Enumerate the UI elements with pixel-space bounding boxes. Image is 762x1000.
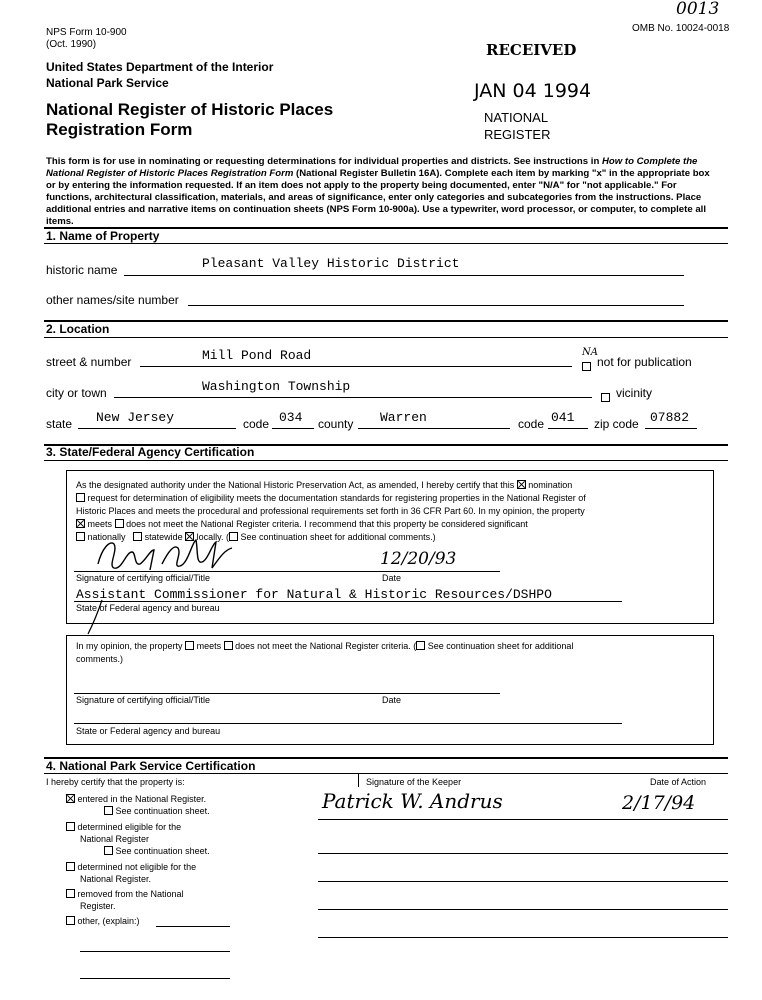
cert-line-1: As the designated authority under the National Historic Preservation Act, as amended, I hereby certify that this nomination bbox=[76, 480, 573, 490]
keeper-line-4 bbox=[318, 909, 728, 910]
section-rule bbox=[44, 320, 728, 322]
keeper-signature: Patrick W. Andrus bbox=[322, 789, 503, 813]
not-eligible-option: determined not eligible for the bbox=[66, 862, 196, 872]
city-field-line bbox=[114, 397, 592, 398]
historic-name-field-line bbox=[124, 275, 684, 276]
zip-field-line bbox=[645, 428, 697, 429]
received-stamp: RECEIVED bbox=[486, 41, 577, 59]
city-label: city or town bbox=[46, 386, 107, 400]
cert-line-4: meets does not meet the National Register criteria. I recommend that this property be considered significant bbox=[76, 519, 528, 529]
eligible-continuation-checkbox[interactable] bbox=[104, 846, 113, 855]
keeper-line-1 bbox=[318, 819, 728, 820]
form-title-line2: Registration Form bbox=[46, 120, 193, 139]
signature-line bbox=[74, 571, 500, 572]
form-title-line1: National Register of Historic Places bbox=[46, 100, 334, 119]
section-rule bbox=[44, 337, 728, 338]
cert-line-2: request for determination of eligibility meets the documentation standards for registering properties in the National Register of bbox=[76, 493, 586, 503]
county-value[interactable]: Warren bbox=[380, 410, 427, 425]
cert-line-5: nationally statewide locally. ( See continuation sheet for additional comments.) bbox=[76, 532, 436, 542]
entered-continuation: See continuation sheet. bbox=[104, 806, 210, 816]
not-for-publication-label: not for publication bbox=[597, 355, 692, 369]
other-explain-line-3[interactable] bbox=[80, 978, 230, 979]
agency2-line bbox=[74, 723, 622, 724]
na-mark: NA bbox=[582, 347, 598, 358]
received-date: JAN 04 1994 bbox=[474, 80, 592, 102]
certify-text: I hereby certify that the property is: bbox=[46, 777, 185, 787]
official-title[interactable]: Assistant Commissioner for Natural & Historic Resources/DSHPO bbox=[76, 587, 552, 602]
state-code-value[interactable]: 034 bbox=[279, 410, 303, 425]
keeper-line-2 bbox=[318, 853, 728, 854]
other-checkbox[interactable] bbox=[66, 916, 75, 925]
removed-option: removed from the National bbox=[66, 889, 184, 899]
cert-date-handwritten: 12/20/93 bbox=[380, 549, 457, 569]
keeper-label: Signature of the Keeper bbox=[366, 777, 462, 787]
signature2-label: Signature of certifying official/Title bbox=[76, 695, 211, 705]
zip-label: zip code bbox=[594, 417, 639, 431]
other-option: other, (explain:) bbox=[66, 916, 140, 926]
county-code-label: code bbox=[518, 417, 545, 431]
entered-option: entered in the National Register. bbox=[66, 794, 206, 804]
zip-value[interactable]: 07882 bbox=[650, 410, 690, 425]
omb-number: OMB No. 10024-0018 bbox=[632, 23, 730, 34]
removed-option-line2: Register. bbox=[80, 901, 116, 911]
department: United States Department of the Interior bbox=[46, 60, 274, 74]
state-value[interactable]: New Jersey bbox=[96, 410, 175, 425]
not-eligible-option-line2: National Register. bbox=[80, 874, 152, 884]
county-field-line bbox=[358, 428, 510, 429]
not-eligible-checkbox[interactable] bbox=[66, 862, 75, 871]
other-explain-line-2[interactable] bbox=[80, 951, 230, 952]
not-for-publication-checkbox[interactable] bbox=[582, 357, 591, 375]
instructions: This form is for use in nominating or requesting determinations for individual properties and districts. See instructions in How to Complete the National Register of Historic Places Registration Form (National Register Bulletin 16A). Complete each item by marking "x" in the appropriate box or by entering the information requested. If an item does not apply to the property being documented, enter "N/A" for "not applicable." For functions, architectural classification, materials, and areas of significance, enter only categories and subcategories from the instructions. Place additional entries and narrative items on continuation sheets (NPS Form 10-900a). Use a typewriter, word processor, or computer, to complete all items. bbox=[46, 156, 710, 227]
agency-label: State of Federal agency and bureau bbox=[76, 603, 220, 613]
meets-checkbox[interactable] bbox=[76, 519, 85, 528]
eligible-checkbox[interactable] bbox=[66, 822, 75, 831]
other-explain-line[interactable] bbox=[156, 926, 230, 927]
service: National Park Service bbox=[46, 76, 169, 90]
eligible-option-line2: National Register bbox=[80, 834, 150, 844]
cert-line-3: Historic Places and meets the procedural and professional requirements set forth in 36 CFR Part 60. In my opinion, the property bbox=[76, 506, 585, 516]
stamp-national: NATIONAL bbox=[484, 110, 549, 125]
section2-heading: 2. Location bbox=[46, 322, 110, 336]
street-label: street & number bbox=[46, 355, 132, 369]
city-value[interactable]: Washington Township bbox=[202, 379, 351, 394]
signature2-line bbox=[74, 693, 500, 694]
section1-heading: 1. Name of Property bbox=[46, 229, 160, 243]
opinion-meets-checkbox[interactable] bbox=[185, 641, 194, 650]
state-label: state bbox=[46, 417, 73, 431]
county-label: county bbox=[318, 417, 354, 431]
signature-label: Signature of certifying official/Title bbox=[76, 573, 211, 583]
keeper-line-3 bbox=[318, 881, 728, 882]
eligible-continuation: See continuation sheet. bbox=[104, 846, 210, 856]
keeper-line-5 bbox=[318, 937, 728, 938]
entered-continuation-checkbox[interactable] bbox=[104, 806, 113, 815]
vicinity-label: vicinity bbox=[616, 386, 653, 400]
section-rule bbox=[44, 460, 728, 461]
agency-line bbox=[74, 601, 622, 602]
signature-tail-mark bbox=[84, 598, 108, 638]
section-rule bbox=[44, 773, 728, 774]
opinion-line-1: In my opinion, the property meets does not meet the National Register criteria. ( See continuation sheet for additional bbox=[76, 641, 574, 651]
action-date-label: Date of Action bbox=[650, 777, 707, 787]
nationally-checkbox[interactable] bbox=[76, 532, 85, 541]
historic-name-label: historic name bbox=[46, 263, 118, 277]
county-code-field-line bbox=[548, 428, 588, 429]
section-rule bbox=[44, 243, 728, 244]
street-value[interactable]: Mill Pond Road bbox=[202, 348, 312, 363]
form-date: (Oct. 1990) bbox=[46, 39, 97, 50]
eligible-option: determined eligible for the bbox=[66, 822, 181, 832]
opinion-dnm-checkbox[interactable] bbox=[224, 641, 233, 650]
keeper-divider bbox=[358, 773, 360, 787]
state-code-field-line bbox=[272, 428, 314, 429]
street-field-line bbox=[140, 366, 572, 367]
action-date-value: 2/17/94 bbox=[622, 792, 696, 814]
request-checkbox[interactable] bbox=[76, 493, 85, 502]
other-names-label: other names/site number bbox=[46, 293, 179, 307]
section3-heading: 3. State/Federal Agency Certification bbox=[46, 445, 255, 459]
opinion-line-2: comments.) bbox=[76, 654, 124, 664]
date2-label: Date bbox=[382, 695, 402, 705]
removed-checkbox[interactable] bbox=[66, 889, 75, 898]
opinion-continuation-checkbox[interactable] bbox=[416, 641, 425, 650]
section4-heading: 4. National Park Service Certification bbox=[46, 759, 256, 773]
stamp-register: REGISTER bbox=[484, 127, 551, 142]
other-names-field[interactable] bbox=[188, 305, 684, 306]
vicinity-checkbox[interactable] bbox=[601, 388, 610, 406]
does-not-meet-checkbox[interactable] bbox=[115, 519, 124, 528]
agency2-label: State or Federal agency and bureau bbox=[76, 726, 221, 736]
historic-name-value[interactable]: Pleasant Valley Historic District bbox=[202, 256, 460, 271]
form-number: NPS Form 10-900 bbox=[46, 27, 127, 38]
nomination-checkbox[interactable] bbox=[517, 480, 526, 489]
date-label: Date bbox=[382, 573, 402, 583]
certifying-official-signature bbox=[92, 530, 252, 576]
state-code-label: code bbox=[243, 417, 270, 431]
entered-checkbox[interactable] bbox=[66, 794, 75, 803]
handwritten-ref: 0013 bbox=[676, 0, 720, 19]
county-code-value[interactable]: 041 bbox=[551, 410, 575, 425]
state-field-line bbox=[78, 428, 236, 429]
